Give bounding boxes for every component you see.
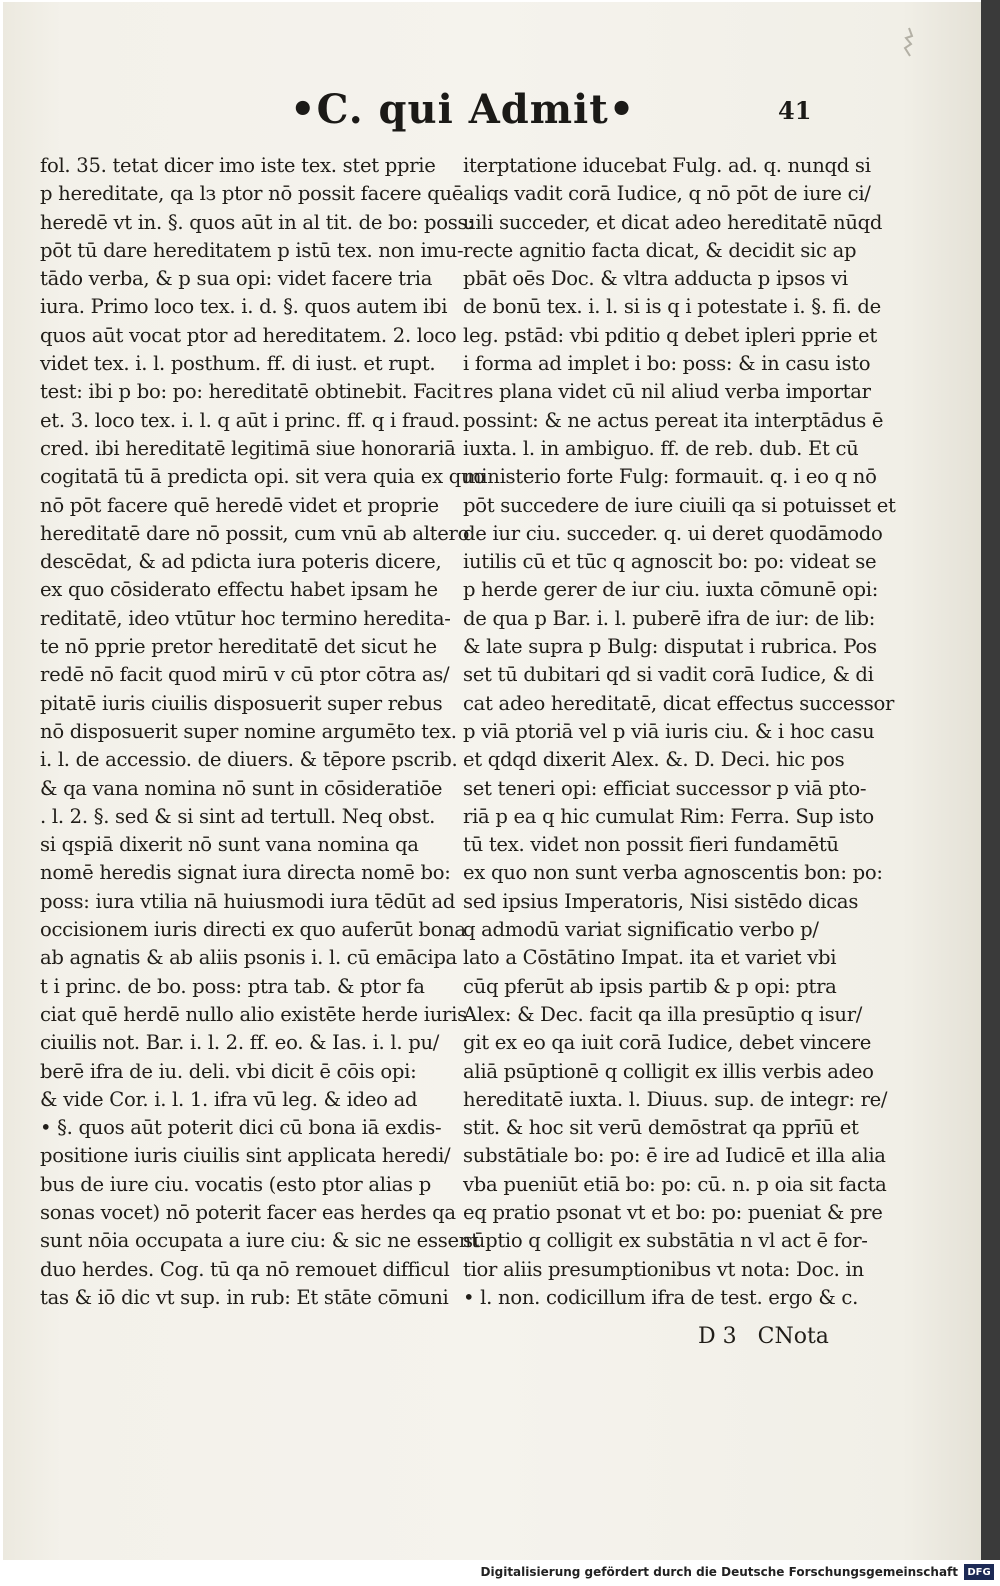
text-line: duo herdes. Cog. tū qa nō remouet difficul — [40, 1257, 450, 1281]
text-line: hereditatē dare nō possit, cum vnū ab altero — [40, 521, 470, 545]
text-line: iuxta. l. in ambiguo. ff. de reb. dub. Et cū — [463, 436, 859, 460]
text-line: videt tex. i. l. posthum. ff. di iust. et rupt. — [40, 352, 436, 376]
text-line: tas & iō dic vt sup. in rub: Et stāte cōmuni — [40, 1285, 449, 1309]
text-line: ex quo cōsiderato effectu habet ipsam he — [40, 578, 438, 602]
text-line: cat adeo hereditatē, dicat effectus successor — [463, 691, 895, 715]
text-line: . l. 2. §. sed & si sint ad tertull. Neq obst. — [40, 804, 436, 828]
library-stamp-mark — [898, 26, 920, 60]
text-line: bus de iure ciu. vocatis (esto ptor alias p — [40, 1172, 431, 1196]
text-line: & late supra p Bulg: disputat i rubrica. Pos — [463, 635, 877, 659]
text-line: iura. Primo loco tex. i. d. §. quos autem ibi — [40, 295, 448, 319]
text-line: positione iuris ciuilis sint applicata heredi/ — [40, 1144, 451, 1168]
text-line: ministerio forte Fulg: formauit. q. i eo q nō — [463, 465, 877, 489]
text-line: stit. & hoc sit verū demōstrat qa pprīū et — [463, 1116, 859, 1140]
page-edge-shadow — [981, 0, 1000, 1560]
text-line: set tū dubitari qd si vadit corā Iudice, & di — [463, 663, 874, 687]
text-line: cūq pferūt ab ipsis partib & p opi: ptra — [463, 974, 837, 998]
text-line: nomē heredis signat iura directa nomē bo: — [40, 861, 451, 885]
signature-mark: D 3 — [698, 1324, 737, 1349]
text-line: p viā ptoriā vel p viā iuris ciu. & i hoc casu — [463, 719, 875, 743]
text-line: eq pratio psonat vt et bo: po: pueniat & pre — [463, 1200, 883, 1224]
text-line: leg. pstād: vbi pditio q debet ipleri pprie et — [463, 323, 877, 347]
text-line: substātiale bo: po: ē ire ad Iudicē et illa alia — [463, 1144, 886, 1168]
digitization-footer — [0, 1560, 1000, 1586]
folio-number: 41 — [778, 96, 812, 125]
text-line: et. 3. loco tex. i. l. q aūt i princ. ff. q i fraud. — [40, 408, 460, 432]
text-line: & vide Cor. i. l. 1. ifra vū leg. & ideo ad — [40, 1087, 418, 1111]
text-line: de iur ciu. succeder. q. ui deret quodāmodo — [463, 521, 883, 545]
text-line: uili succeder, et dicat adeo hereditatē nūqd — [463, 210, 883, 234]
text-line: quos aūt vocat ptor ad hereditatem. 2. loco — [40, 323, 457, 347]
text-line: sed ipsius Imperatoris, Nisi sistēdo dicas — [463, 889, 859, 913]
text-line: tior aliis presumptionibus vt nota: Doc. in — [463, 1257, 864, 1281]
text-line: descēdat, & ad pdicta iura poteris dicere, — [40, 550, 442, 574]
text-line: p herde gerer de iur ciu. iuxta cōmunē opi: — [463, 578, 879, 602]
text-line: vba pueniūt etiā bo: po: cū. n. p oia sit facta — [463, 1172, 887, 1196]
text-line: q admodū variat significatio verbo p/ — [463, 918, 819, 942]
text-line: sunt nōia occupata a iure ciu: & sic ne essent — [40, 1229, 479, 1253]
text-line: git ex eo qa iuit corā Iudice, debet vincere — [463, 1031, 872, 1055]
text-line: ciuilis not. Bar. i. l. 2. ff. eo. & Ias. i. l. pu/ — [40, 1031, 440, 1055]
text-line: occisionem iuris directi ex quo auferūt bona — [40, 918, 466, 942]
signature-line — [698, 1324, 843, 1349]
text-line: t i princ. de bo. poss: ptra tab. & ptor fa — [40, 974, 425, 998]
text-line: pōt succedere de iure ciuili qa si potuisset et — [463, 493, 896, 517]
text-line: de bonū tex. i. l. si is q i potestate i. §. fi. de — [463, 295, 881, 319]
text-line: te nō pprie pretor hereditatē det sicut he — [40, 635, 437, 659]
text-line: fol. 35. tetat dicer imo iste tex. stet pprie — [40, 154, 436, 177]
text-line: tū tex. videt non possit fieri fundamētū — [463, 833, 839, 857]
text-line: test: ibi p bo: po: hereditatē obtinebit. Facit — [40, 380, 461, 404]
text-line: poss: iura vtilia nā huiusmodi iura tēdūt ad — [40, 889, 456, 913]
right-text-column — [463, 152, 896, 1312]
catchword: CNota — [757, 1324, 829, 1349]
text-line: reditatē, ideo vtūtur hoc termino heredita- — [40, 606, 451, 630]
text-line: iutilis cū et tūc q agnoscit bo: po: videat se — [463, 550, 877, 574]
text-line: ciat quē herdē nullo alio existēte herde iuris — [40, 1002, 467, 1026]
text-line: pbāt oēs Doc. & vltra adducta p ipsos vi — [463, 267, 848, 291]
text-line: ab agnatis & ab aliis psonis i. l. cū emācipa — [40, 946, 457, 970]
text-line: recte agnitio facta dicat, & decidit sic ap — [463, 238, 857, 262]
text-line: tādo verba, & p sua opi: videt facere tria — [40, 267, 433, 291]
text-line: aliā psūptionē q colligit ex illis verbis adeo — [463, 1059, 874, 1083]
text-line: res plana videt cū nil aliud verba importar — [463, 380, 871, 404]
text-line: set teneri opi: efficiat successor p viā pto- — [463, 776, 867, 800]
text-line: riā p ea q hic cumulat Rim: Ferra. Sup isto — [463, 804, 874, 828]
left-text-column — [40, 152, 485, 1312]
text-line: & qa vana nomina nō sunt in cōsideratiōe — [40, 776, 443, 800]
text-line: sonas vocet) nō poterit facer eas herdes qa — [40, 1200, 456, 1224]
text-line: pitatē iuris ciuilis disposuerit super rebus — [40, 691, 443, 715]
text-line: p hereditate, qa lз ptor nō possit facere quē — [40, 182, 464, 206]
text-line: ex quo non sunt verba agnoscentis bon: po: — [463, 861, 883, 885]
text-line: pōt tū dare hereditatem p istū tex. non imu- — [40, 238, 464, 262]
text-line: iterptatione iducebat Fulg. ad. q. nunqd si — [463, 154, 871, 177]
text-line: cogitatā tū ā predicta opi. sit vera quia ex quo — [40, 465, 485, 489]
text-line: et qdqd dixerit Alex. &. D. Deci. hic pos — [463, 748, 845, 772]
dfg-logo: DFG — [964, 1564, 994, 1580]
text-line: aliqs vadit corā Iudice, q nō pōt de iure ci/ — [463, 182, 871, 206]
text-line: de qua p Bar. i. l. puberē ifra de iur: de lib: — [463, 606, 876, 630]
text-line: • l. non. codicillum ifra de test. ergo & c. — [463, 1285, 858, 1309]
text-line: hereditatē iuxta. l. Diuus. sup. de integr: re/ — [463, 1087, 888, 1111]
text-line: nō pōt facere quē heredē videt et proprie — [40, 493, 439, 517]
text-line: nō disposuerit super nomine argumēto tex. — [40, 719, 457, 743]
text-line: cred. ibi hereditatē legitimā siue honorariā — [40, 436, 456, 460]
text-line: berē ifra de iu. deli. vbi dicit ē cōis opi: — [40, 1059, 417, 1083]
text-line: sūptio q colligit ex substātia n vl act ē for- — [463, 1229, 868, 1253]
text-line: redē nō facit quod mirū v cū ptor cōtra as/ — [40, 663, 450, 687]
text-line: heredē vt in. §. quos aūt in al tit. de bo: poss: — [40, 210, 474, 234]
text-line: si qspiā dixerit nō sunt vana nomina qa — [40, 833, 419, 857]
text-line: possint: & ne actus pereat ita interptādus ē — [463, 408, 884, 432]
text-line: Alex: & Dec. facit qa illa presūptio q isur/ — [463, 1002, 863, 1026]
running-header: •C. qui Admit• — [290, 86, 636, 133]
text-line: lato a Cōstātino Impat. ita et variet vbi — [463, 946, 837, 970]
text-line: i. l. de accessio. de diuers. & tēpore pscrib. — [40, 748, 458, 772]
text-line: • §. quos aūt poterit dici cū bona iā exdis- — [40, 1116, 442, 1140]
text-line: i forma ad implet i bo: poss: & in casu isto — [463, 352, 871, 376]
funding-credit: Digitalisierung gefördert durch die Deutsche Forschungsgemeinschaft — [480, 1565, 958, 1579]
